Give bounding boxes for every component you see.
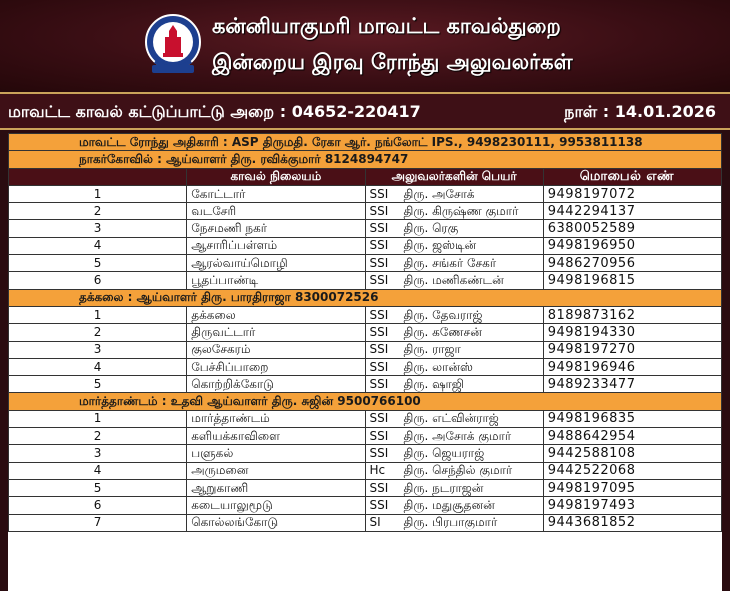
- station-name: பேச்சிப்பாறை: [187, 358, 365, 375]
- officer-cell: [365, 428, 543, 445]
- officer-name: திரு. ரெகு: [403, 221, 459, 236]
- row-number: 5: [9, 376, 187, 393]
- table-row: [9, 462, 722, 479]
- district-officer: மாவட்ட ரோந்து அதிகாரி : ASP திருமதி. ரேகா ஆர். நங்லோட் IPS., 9498230111, 9953811138: [9, 134, 722, 151]
- officer-name: திரு. கணேசன்: [403, 324, 482, 339]
- station-name: குலசேகரம்: [187, 341, 365, 358]
- mobile-number: 9498196946: [543, 358, 721, 375]
- table-row: [9, 410, 722, 427]
- row-number: 1: [9, 410, 187, 427]
- officer-rank: SSI: [369, 342, 389, 357]
- officer-cell: [365, 341, 543, 358]
- station-name: திருவட்டார்: [187, 324, 365, 341]
- station-name: அருமனை: [187, 462, 365, 479]
- officer-rank: SSI: [369, 186, 389, 201]
- officer-rank: SSI: [369, 359, 389, 374]
- station-name: வடசேரி: [187, 203, 365, 220]
- control-room-number: மாவட்ட காவல் கட்டுப்பாட்டு அறை : 04652-220417: [8, 102, 421, 121]
- officer-rank: SSI: [369, 445, 389, 460]
- table-row: [9, 324, 722, 341]
- officer-name: திரு. ஜஸ்டின்: [403, 238, 477, 253]
- mobile-number: 9443681852: [543, 514, 721, 531]
- officer-rank: SSI: [369, 221, 389, 236]
- mobile-number: 9442588108: [543, 445, 721, 462]
- officer-rank: SSI: [369, 203, 389, 218]
- station-name: ஆசாரிப்பள்ளம்: [187, 237, 365, 254]
- officer-name: திரு. நடராஜன்: [403, 480, 484, 495]
- mobile-number: 9486270956: [543, 255, 721, 272]
- table-row: [9, 428, 722, 445]
- column-header-row: [9, 168, 722, 185]
- officer-rank: SSI: [369, 238, 389, 253]
- table-row: [9, 358, 722, 375]
- section-heading-row: [9, 289, 722, 306]
- table-row: [9, 220, 722, 237]
- officer-rank: SSI: [369, 480, 389, 495]
- station-name: பூதப்பாண்டி: [187, 272, 365, 289]
- control-room-bar: [0, 92, 730, 130]
- row-number: 3: [9, 220, 187, 237]
- officer-name: திரு. தேவராஜ்: [403, 307, 483, 322]
- officer-name: திரு. அசோக்: [403, 186, 475, 201]
- officer-name: திரு. சங்கர் சேகர்: [403, 255, 497, 270]
- table-row: [9, 203, 722, 220]
- station-name: தக்கலை: [187, 306, 365, 323]
- mobile-number: 9498197095: [543, 479, 721, 496]
- officer-cell: [365, 237, 543, 254]
- section-heading: நாகர்கோவில் : ஆய்வாளர் திரு. ரவிக்குமார் 8124894747: [9, 151, 722, 168]
- officer-cell: [365, 255, 543, 272]
- station-name: கொற்றிக்கோடு: [187, 376, 365, 393]
- column-header-officer: அலுவலர்களின் பெயர்: [365, 168, 543, 185]
- section-heading-row: [9, 151, 722, 168]
- row-number: 1: [9, 185, 187, 202]
- officer-cell: [365, 497, 543, 514]
- officer-name: திரு. கிருஷ்ண குமார்: [403, 203, 519, 218]
- mobile-number: 9498197072: [543, 185, 721, 202]
- station-name: நேசமணி நகர்: [187, 220, 365, 237]
- officer-rank: SSI: [369, 255, 389, 270]
- officer-rank: SSI: [369, 411, 389, 426]
- mobile-number: 9498194330: [543, 324, 721, 341]
- row-number: 4: [9, 237, 187, 254]
- column-header-station: காவல் நிலையம்: [187, 168, 365, 185]
- table-row: [9, 237, 722, 254]
- officer-name: திரு. ராஜா: [403, 342, 461, 357]
- mobile-number: 9498196835: [543, 410, 721, 427]
- mobile-number: 9488642954: [543, 428, 721, 445]
- district-officer-row: [9, 134, 722, 151]
- table-row: [9, 306, 722, 323]
- officer-cell: [365, 479, 543, 496]
- patrol-table: [8, 133, 722, 532]
- officer-cell: [365, 324, 543, 341]
- officer-rank: SI: [369, 515, 381, 530]
- station-name: கடையாலுமூடு: [187, 497, 365, 514]
- mobile-number: 9442294137: [543, 203, 721, 220]
- table-row: [9, 445, 722, 462]
- officer-cell: [365, 185, 543, 202]
- mobile-number: 9489233477: [543, 376, 721, 393]
- station-name: களியக்காவிளை: [187, 428, 365, 445]
- officer-cell: [365, 462, 543, 479]
- date-label: நாள் : 14.01.2026: [564, 102, 716, 121]
- officer-cell: [365, 203, 543, 220]
- officer-cell: [365, 445, 543, 462]
- row-number: 1: [9, 306, 187, 323]
- page-subtitle: இன்றைய இரவு ரோந்து அலுவலர்கள்: [212, 50, 573, 74]
- table-row: [9, 341, 722, 358]
- station-name: கோட்டார்: [187, 185, 365, 202]
- header-banner: [0, 0, 730, 92]
- officer-rank: Hc: [369, 463, 386, 478]
- row-number: 3: [9, 341, 187, 358]
- row-number: 3: [9, 445, 187, 462]
- table-row: [9, 497, 722, 514]
- table-row: [9, 514, 722, 531]
- mobile-number: 6380052589: [543, 220, 721, 237]
- station-name: மார்த்தாண்டம்: [187, 410, 365, 427]
- page-title: கன்னியாகுமரி மாவட்ட காவல்துறை: [212, 14, 561, 38]
- officer-rank: SSI: [369, 324, 389, 339]
- officer-name: திரு. செந்தில் குமார்: [403, 463, 513, 478]
- mobile-number: 8189873162: [543, 306, 721, 323]
- tamilnadu-police-emblem-icon: [144, 13, 202, 77]
- officer-cell: [365, 220, 543, 237]
- row-number: 7: [9, 514, 187, 531]
- row-number: 2: [9, 203, 187, 220]
- section-heading: தக்கலை : ஆய்வாளர் திரு. பாரதிராஜா 8300072526: [9, 289, 722, 306]
- officer-name: திரு. மணிகண்டன்: [403, 273, 504, 288]
- officer-name: திரு. பிரபாகுமார்: [403, 515, 498, 530]
- section-heading-row: [9, 393, 722, 410]
- officer-cell: [365, 358, 543, 375]
- column-header-mobile: மொபைல் எண்: [543, 168, 721, 185]
- officer-name: திரு. ஜெயராஜ்: [403, 445, 485, 460]
- station-name: பளுகல்: [187, 445, 365, 462]
- mobile-number: 9498197493: [543, 497, 721, 514]
- table-row: [9, 479, 722, 496]
- table-row: [9, 255, 722, 272]
- mobile-number: 9498197270: [543, 341, 721, 358]
- column-header-number: [9, 168, 187, 185]
- officer-rank: SSI: [369, 376, 389, 391]
- station-name: ஆறுகாணி: [187, 479, 365, 496]
- officer-cell: [365, 514, 543, 531]
- row-number: 6: [9, 497, 187, 514]
- station-name: கொல்லங்கோடு: [187, 514, 365, 531]
- officer-name: திரு. எட்வின்ராஜ்: [403, 411, 499, 426]
- mobile-number: 9442522068: [543, 462, 721, 479]
- row-number: 4: [9, 462, 187, 479]
- table-row: [9, 185, 722, 202]
- patrol-table-sheet: [8, 133, 722, 591]
- row-number: 5: [9, 255, 187, 272]
- row-number: 2: [9, 324, 187, 341]
- row-number: 6: [9, 272, 187, 289]
- officer-rank: SSI: [369, 428, 389, 443]
- row-number: 4: [9, 358, 187, 375]
- officer-rank: SSI: [369, 273, 389, 288]
- row-number: 5: [9, 479, 187, 496]
- officer-name: திரு. அசோக் குமார்: [403, 428, 512, 443]
- officer-rank: SSI: [369, 497, 389, 512]
- table-row: [9, 376, 722, 393]
- officer-name: திரு. மதுசூதனன்: [403, 497, 495, 512]
- section-heading: மார்த்தாண்டம் : உதவி ஆய்வாளர் திரு. சுஜின் 9500766100: [9, 393, 722, 410]
- officer-cell: [365, 410, 543, 427]
- officer-name: திரு. லான்ஸ்: [403, 359, 473, 374]
- mobile-number: 9498196950: [543, 237, 721, 254]
- officer-cell: [365, 272, 543, 289]
- officer-name: திரு. ஷாஜி: [403, 376, 464, 391]
- row-number: 2: [9, 428, 187, 445]
- station-name: ஆரல்வாய்மொழி: [187, 255, 365, 272]
- officer-cell: [365, 306, 543, 323]
- officer-cell: [365, 376, 543, 393]
- mobile-number: 9498196815: [543, 272, 721, 289]
- officer-rank: SSI: [369, 307, 389, 322]
- table-row: [9, 272, 722, 289]
